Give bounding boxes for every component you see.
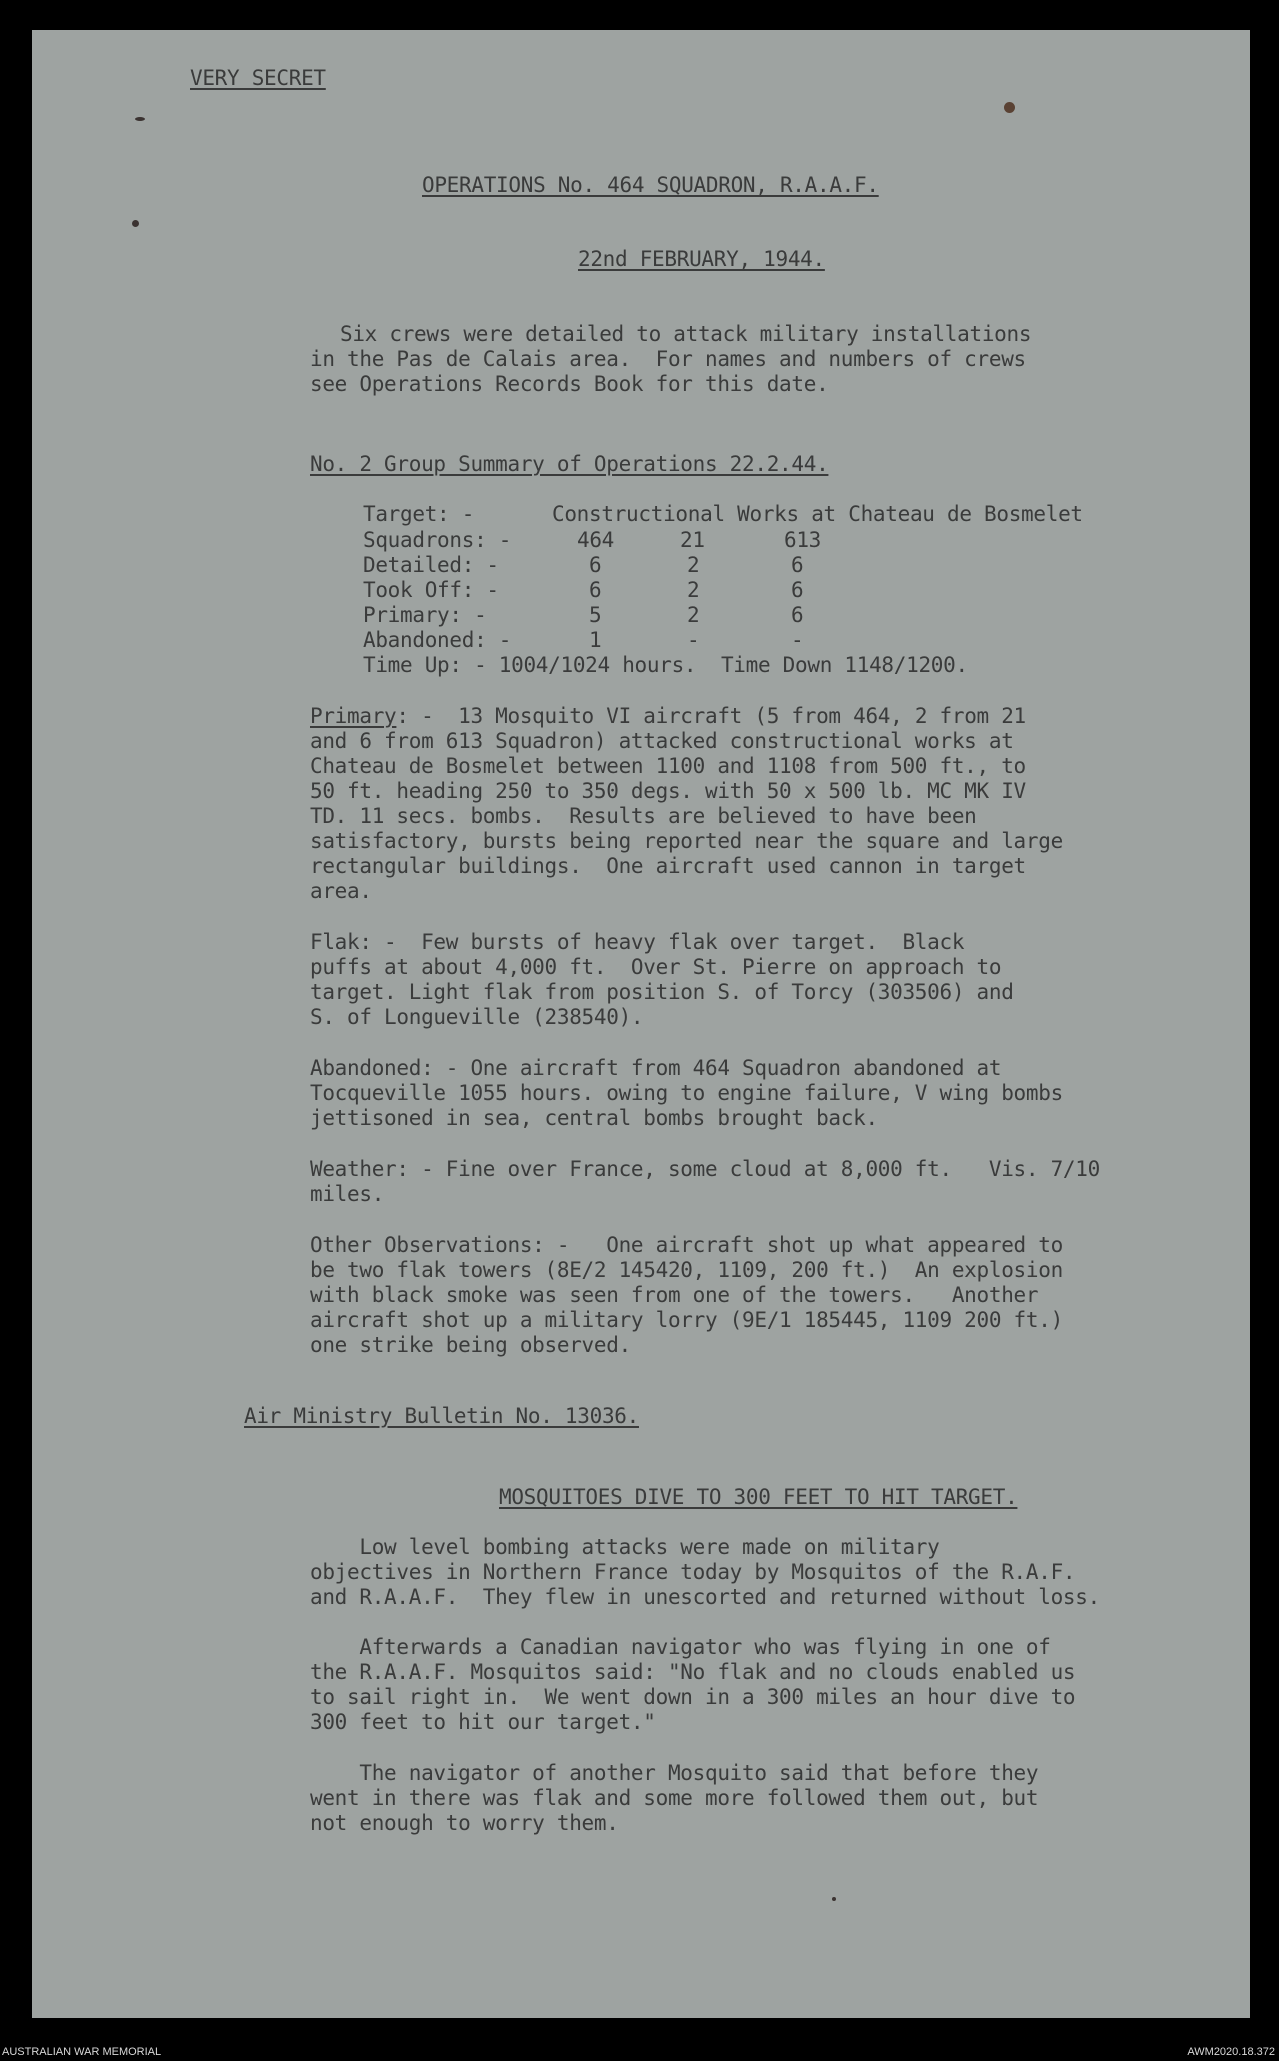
classification-label: VERY SECRET [190,66,326,90]
abandoned-line: Abandoned: - One aircraft from 464 Squadron abandoned at [310,1056,1002,1080]
summary-heading: No. 2 Group Summary of Operations 22.2.44. [310,452,829,476]
other-line: with black smoke was seen from one of the towers. Another [310,1283,1039,1307]
footer-source: AUSTRALIAN WAR MEMORIAL [2,2046,162,2058]
primary-line: 50 ft. heading 250 to 350 degs. with 50 x 500 lb. MC MK IV [310,779,1026,803]
table-cell: 2 [687,578,700,602]
paper-speck [132,220,139,227]
table-row-label: Took Off: - [363,578,499,602]
bulletin-heading: Air Ministry Bulletin No. 13036. [244,1404,639,1428]
intro-line: Six crews were detailed to attack military installations [340,322,1032,346]
paper-stain [1004,102,1015,113]
table-cell: 2 [687,603,700,627]
table-cell: 613 [784,528,822,552]
other-line: Other Observations: - One aircraft shot up what appeared to [310,1233,1063,1257]
intro-line: in the Pas de Calais area. For names and numbers of crews [310,347,1026,371]
abandoned-line: jettisoned in sea, central bombs brought back. [310,1106,878,1130]
primary-line [310,704,1026,730]
footer-reference: AWM2020.18.372 [1187,2046,1275,2058]
time-line: Time Up: - 1004/1024 hours. Time Down 1148/1200. [363,653,968,677]
primary-line: Chateau de Bosmelet between 1100 and 1108 from 500 ft., to [310,754,1026,778]
paper-speck [135,117,145,121]
bulletin-line: the R.A.A.F. Mosquitos said: "No flak and no clouds enabled us [310,1660,1076,1684]
bulletin-line: to sail right in. We went down in a 300 miles an hour dive to [310,1685,1076,1709]
paper-speck [832,1897,836,1901]
table-cell: 2 [687,553,700,577]
target-label: Target: - [363,502,475,526]
bulletin-line: The navigator of another Mosquito said that before they [310,1761,1039,1785]
bulletin-line: objectives in Northern France today by Mosquitos of the R.A.F. [310,1560,1076,1584]
table-cell: - [791,628,804,652]
primary-label: Primary [310,704,397,728]
table-cell: 6 [791,603,804,627]
bulletin-line: not enough to worry them. [310,1811,619,1835]
primary-line: rectangular buildings. One aircraft used cannon in target [310,854,1026,878]
other-line: aircraft shot up a military lorry (9E/1 185445, 1109 200 ft.) [310,1308,1063,1332]
flak-line: target. Light flak from position S. of Torcy (303506) and [310,980,1014,1004]
table-cell: 6 [589,553,602,577]
document-date: 22nd FEBRUARY, 1944. [578,247,825,271]
primary-line: area. [310,879,372,903]
other-line: be two flak towers (8E/2 145420, 1109, 200 ft.) An explosion [310,1258,1063,1282]
flak-line: puffs at about 4,000 ft. Over St. Pierre on approach to [310,955,1002,979]
document-page [32,30,1250,2018]
table-row-label: Abandoned: - [363,628,512,652]
table-row-label: Primary: - [363,603,487,627]
table-cell: - [687,628,700,652]
weather-line: miles. [310,1182,385,1206]
table-cell: 6 [589,578,602,602]
primary-line: satisfactory, bursts being reported near the square and large [310,829,1063,853]
table-cell: 21 [680,528,705,552]
primary-line: and 6 from 613 Squadron) attacked constructional works at [310,729,1014,753]
target-value: Constructional Works at Chateau de Bosmelet [552,502,1083,526]
bulletin-line: Afterwards a Canadian navigator who was flying in one of [310,1635,1051,1659]
intro-line: see Operations Records Book for this date. [310,372,829,396]
table-cell: 1 [589,628,602,652]
abandoned-line: Tocqueville 1055 hours. owing to engine failure, V wing bombs [310,1081,1063,1105]
primary-line: TD. 11 secs. bombs. Results are believed to have been [310,804,977,828]
bulletin-subheading: MOSQUITOES DIVE TO 300 FEET TO HIT TARGET. [499,1485,1018,1509]
table-row-label: Squadrons: - [363,528,512,552]
weather-line: Weather: - Fine over France, some cloud at 8,000 ft. Vis. 7/10 [310,1157,1100,1181]
bulletin-line: and R.A.A.F. They flew in unescorted and returned without loss. [310,1585,1100,1609]
table-cell: 5 [589,603,602,627]
document-title: OPERATIONS No. 464 SQUADRON, R.A.A.F. [422,173,879,197]
bulletin-line: 300 feet to hit our target." [310,1710,656,1734]
other-line: one strike being observed. [310,1333,631,1357]
primary-text: : - 13 Mosquito VI aircraft (5 from 464, 2 from 21 [396,704,1026,728]
table-cell: 6 [791,553,804,577]
flak-line: Flak: - Few bursts of heavy flak over target. Black [310,930,965,954]
bulletin-line: went in there was flak and some more followed them out, but [310,1786,1039,1810]
flak-line: S. of Longueville (238540). [310,1005,644,1029]
table-row-label: Detailed: - [363,553,499,577]
bulletin-line: Low level bombing attacks were made on military [310,1535,940,1559]
table-cell: 464 [577,528,615,552]
table-cell: 6 [791,578,804,602]
